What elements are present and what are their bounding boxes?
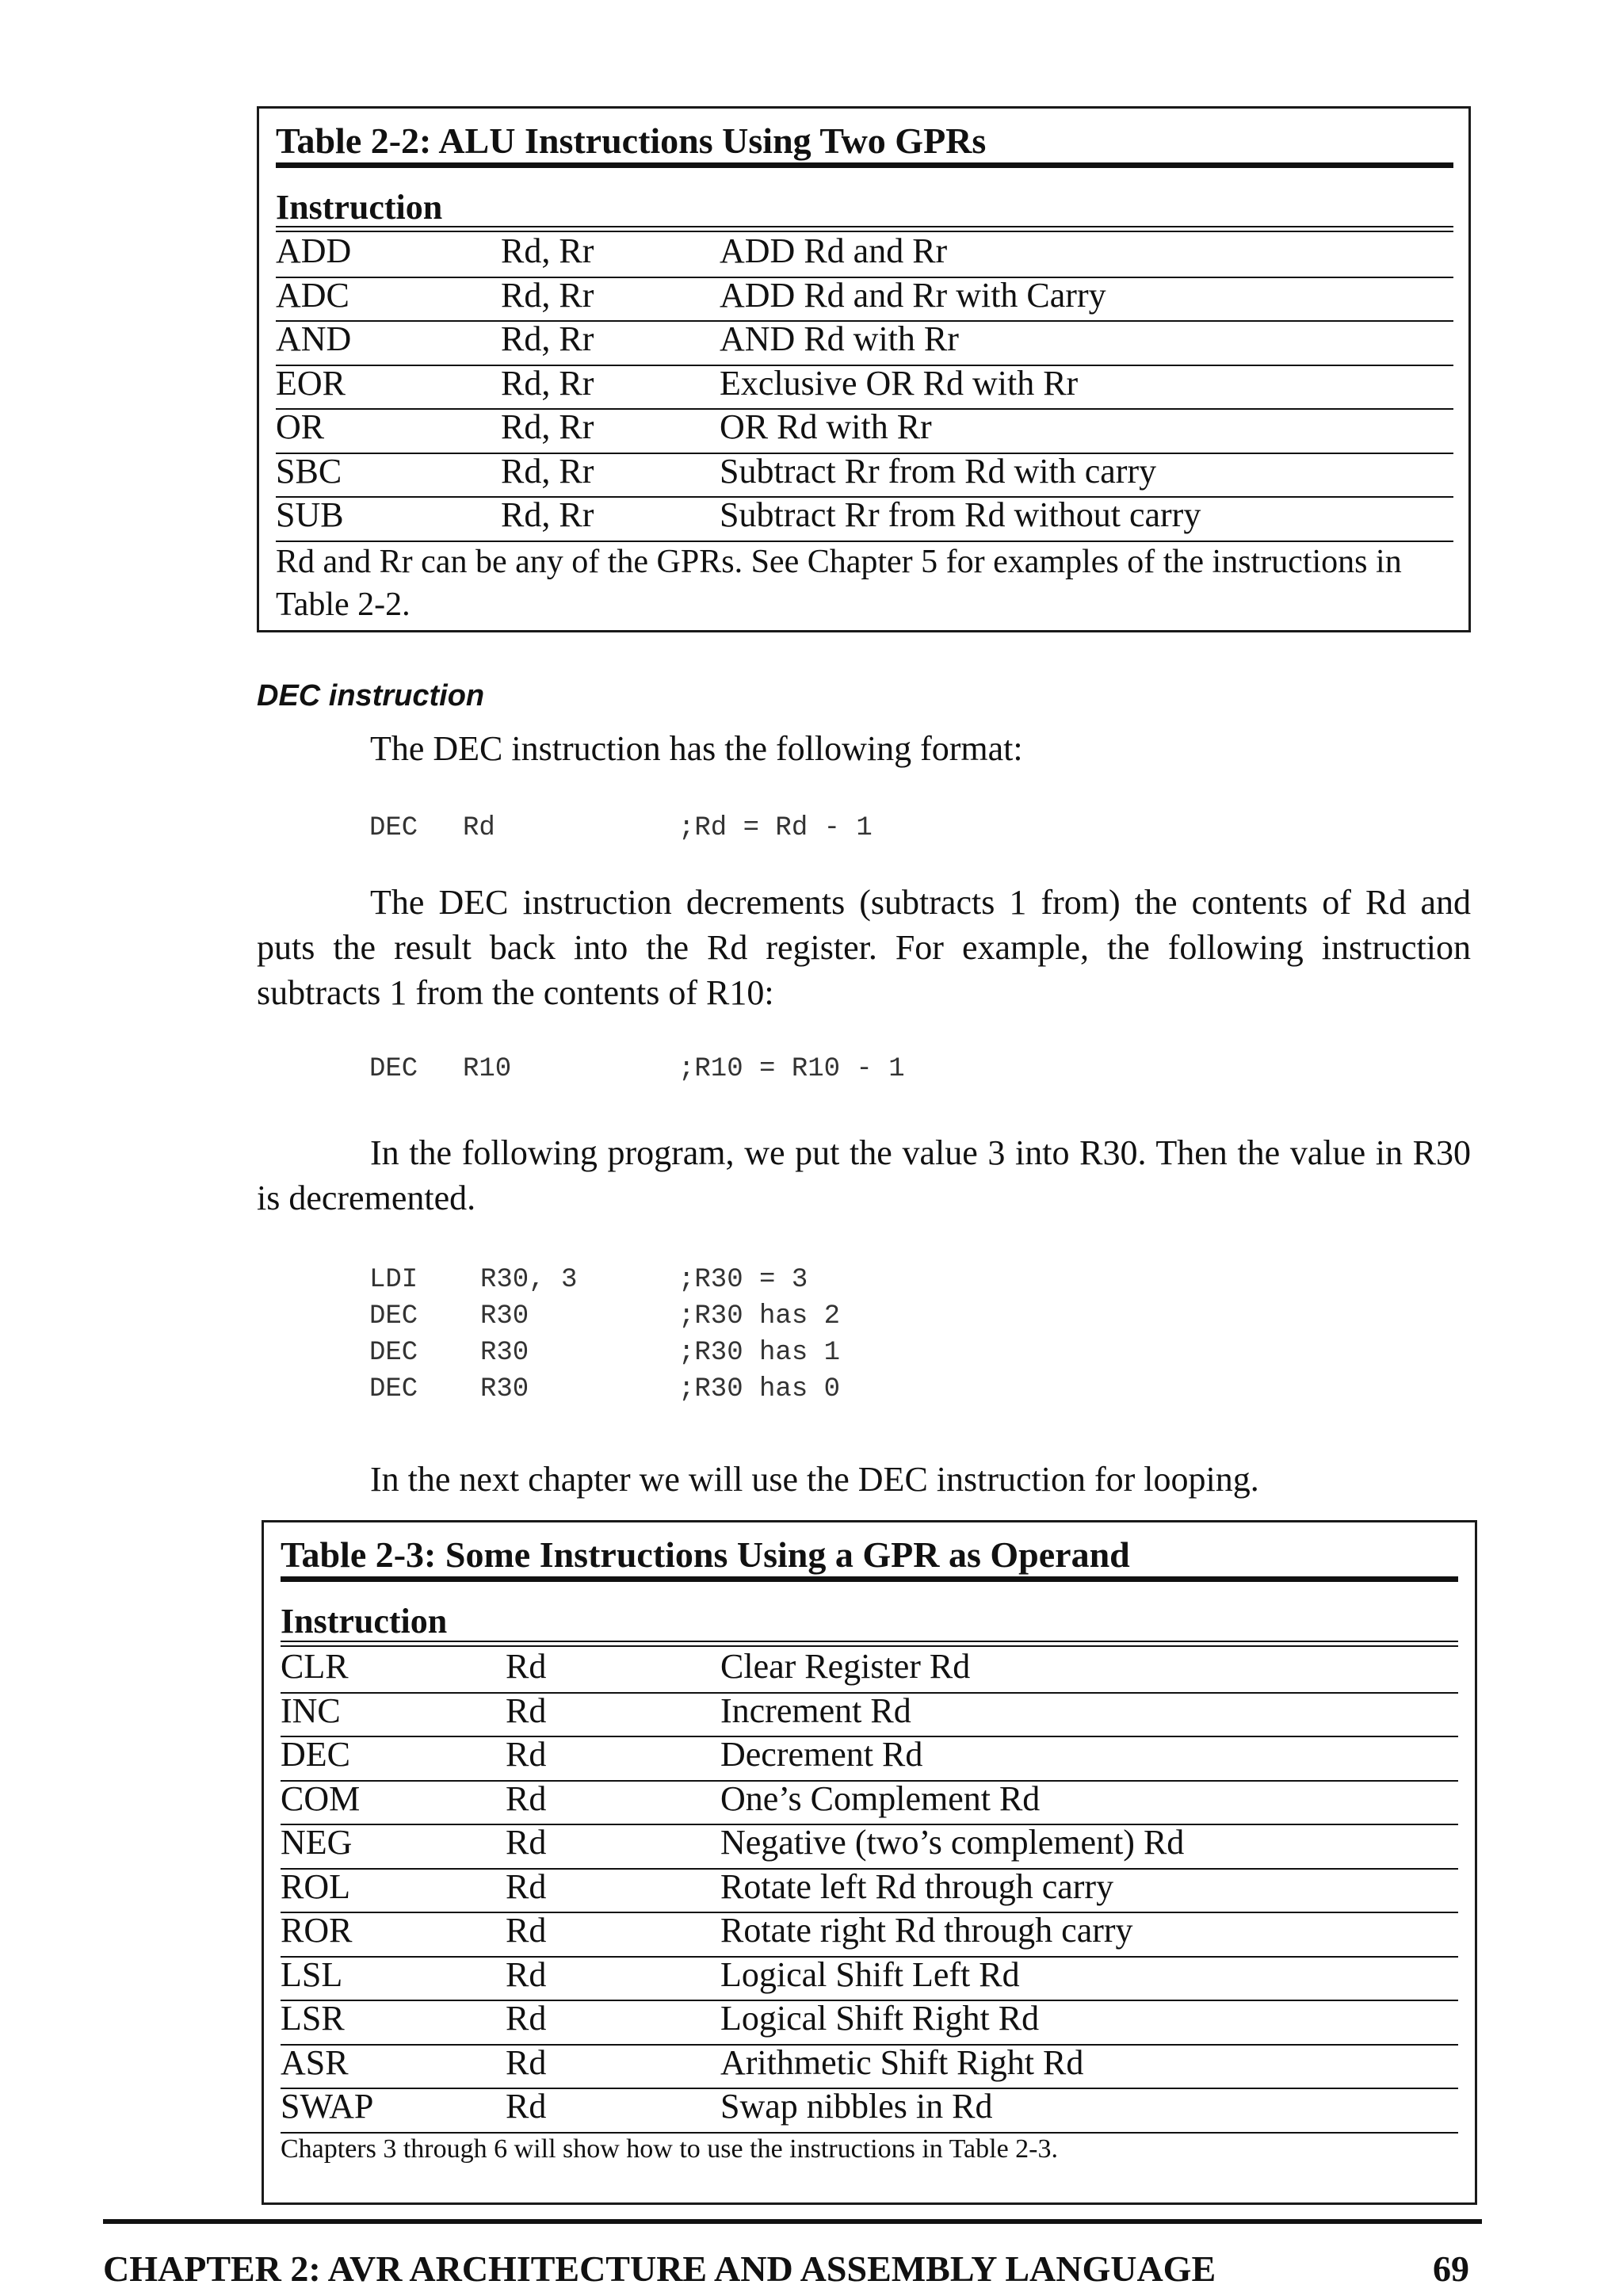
page-number: 69 bbox=[1433, 2248, 1469, 2289]
instruction-operands: Rd bbox=[506, 1823, 547, 1862]
table-2-3-title: Table 2-3: Some Instructions Using a GPR as Operand bbox=[281, 1534, 1130, 1575]
instruction-description: Decrement Rd bbox=[720, 1735, 923, 1774]
instruction-mnemonic: ADD bbox=[276, 231, 352, 270]
table-2-2-note: Rd and Rr can be any of the GPRs. See Chapter 5 for examples of the instructions in Table 2-2. bbox=[276, 544, 1402, 623]
instruction-description: Negative (two’s complement) Rd bbox=[720, 1823, 1185, 1862]
section-heading: DEC instruction bbox=[257, 679, 485, 712]
instruction-description: Rotate left Rd through carry bbox=[720, 1866, 1114, 1906]
instruction-mnemonic: EOR bbox=[276, 363, 346, 403]
code-opcode: DEC bbox=[369, 813, 418, 843]
code-operand: R30 bbox=[480, 1338, 529, 1368]
table-2-3-title-rule bbox=[281, 1576, 1458, 1582]
table-2-2-title-rule bbox=[276, 162, 1453, 168]
instruction-operands: Rd, Rr bbox=[501, 275, 594, 315]
table-row bbox=[276, 319, 1453, 366]
footer-rule bbox=[103, 2219, 1482, 2224]
instruction-description: ADD Rd and Rr with Carry bbox=[720, 275, 1106, 315]
instruction-operands: Rd bbox=[506, 1911, 547, 1950]
instruction-mnemonic: ADC bbox=[276, 275, 349, 315]
table-row bbox=[281, 1690, 1458, 1738]
code-opcode: DEC bbox=[369, 1374, 418, 1404]
code-opcode: DEC bbox=[369, 1301, 418, 1331]
instruction-description: AND Rd with Rr bbox=[720, 319, 959, 358]
table-2-3 bbox=[262, 1520, 1477, 2205]
instruction-description: Logical Shift Left Rd bbox=[720, 1954, 1020, 1994]
instruction-operands: Rd, Rr bbox=[501, 319, 594, 358]
code-opcode: DEC bbox=[369, 1338, 418, 1368]
paragraph-looping-text: In the next chapter we will use the DEC instruction for looping. bbox=[370, 1460, 1259, 1499]
table-row bbox=[276, 231, 1453, 278]
instruction-mnemonic: SBC bbox=[276, 451, 342, 491]
table-row bbox=[276, 407, 1453, 454]
instruction-mnemonic: SUB bbox=[276, 495, 344, 534]
table-row bbox=[276, 495, 1453, 542]
code-comment: ;R10 = R10 - 1 bbox=[678, 1054, 905, 1084]
code-operand: R30, 3 bbox=[480, 1265, 578, 1295]
instruction-operands: Rd, Rr bbox=[501, 407, 594, 446]
table-row bbox=[281, 2042, 1458, 2090]
code-operand: R10 bbox=[463, 1054, 512, 1084]
table-2-2 bbox=[257, 106, 1471, 632]
code-operand: R30 bbox=[480, 1301, 529, 1331]
instruction-operands: Rd bbox=[506, 1866, 547, 1906]
code-opcode: LDI bbox=[369, 1265, 418, 1295]
instruction-description: Subtract Rr from Rd without carry bbox=[720, 495, 1201, 534]
table-row bbox=[276, 363, 1453, 411]
table-row bbox=[281, 1825, 1458, 1870]
code-opcode: DEC bbox=[369, 1054, 418, 1084]
instruction-description: Subtract Rr from Rd with carry bbox=[720, 451, 1157, 491]
instruction-description: Arithmetic Shift Right Rd bbox=[720, 2042, 1084, 2082]
code-line bbox=[369, 1298, 1162, 1335]
instruction-operands: Rd bbox=[506, 1647, 547, 1686]
chapter-title: CHAPTER 2: AVR ARCHITECTURE AND ASSEMBLY LANGUAGE bbox=[103, 2248, 1216, 2289]
instruction-description: Rotate right Rd through carry bbox=[720, 1911, 1133, 1950]
instruction-description: One’s Complement Rd bbox=[720, 1778, 1041, 1818]
instruction-operands: Rd, Rr bbox=[501, 231, 594, 270]
instruction-operands: Rd bbox=[506, 1735, 547, 1774]
instruction-mnemonic: COM bbox=[281, 1778, 361, 1818]
instruction-mnemonic: ROL bbox=[281, 1866, 350, 1906]
instruction-mnemonic: SWAP bbox=[281, 2087, 374, 2126]
instruction-mnemonic: CLR bbox=[281, 1647, 349, 1686]
code-comment: ;R30 has 2 bbox=[678, 1301, 841, 1331]
table-row bbox=[276, 451, 1453, 499]
table-2-2-title: Table 2-2: ALU Instructions Using Two GPRs bbox=[276, 120, 987, 161]
instruction-operands: Rd bbox=[506, 1954, 547, 1994]
instruction-mnemonic: DEC bbox=[281, 1735, 350, 1774]
instruction-operands: Rd bbox=[506, 1690, 547, 1730]
paragraph-explanation bbox=[257, 880, 1471, 1015]
table-row bbox=[281, 1954, 1458, 2002]
table-row bbox=[281, 1737, 1458, 1782]
code-line bbox=[369, 1051, 1162, 1087]
table-row bbox=[276, 275, 1453, 323]
instruction-mnemonic: LSL bbox=[281, 1954, 343, 1994]
table-2-3-header: Instruction bbox=[281, 1602, 448, 1641]
code-line bbox=[369, 1262, 1162, 1298]
instruction-mnemonic: ROR bbox=[281, 1911, 353, 1950]
paragraph-explanation-text: The DEC instruction decrements (subtracts 1 from) the contents of Rd and puts the result back into the Rd register. For example, the following instruction subtracts 1 from the contents of R10: bbox=[257, 883, 1471, 1012]
table-row bbox=[281, 1866, 1458, 1914]
paragraph-looping bbox=[257, 1457, 1471, 1502]
instruction-operands: Rd bbox=[506, 2042, 547, 2082]
paragraph-program-text: In the following program, we put the value 3 into R30. Then the value in R30 is decremented. bbox=[257, 1133, 1471, 1217]
table-row bbox=[281, 1778, 1458, 1826]
instruction-mnemonic: INC bbox=[281, 1690, 341, 1730]
instruction-operands: Rd, Rr bbox=[501, 495, 594, 534]
instruction-mnemonic: NEG bbox=[281, 1823, 353, 1862]
table-row bbox=[281, 2089, 1458, 2134]
table-2-3-note: Chapters 3 through 6 will show how to use the instructions in Table 2-3. bbox=[281, 2134, 1059, 2164]
instruction-mnemonic: LSR bbox=[281, 1999, 345, 2038]
instruction-description: ADD Rd and Rr bbox=[720, 231, 948, 270]
code-block-format bbox=[369, 810, 1162, 846]
code-comment: ;Rd = Rd - 1 bbox=[678, 813, 873, 843]
code-operand: Rd bbox=[463, 813, 495, 843]
code-line bbox=[369, 810, 1162, 846]
table-row bbox=[281, 1649, 1458, 1694]
instruction-description: OR Rd with Rr bbox=[720, 407, 932, 446]
instruction-operands: Rd, Rr bbox=[501, 451, 594, 491]
paragraph-program bbox=[257, 1130, 1471, 1221]
instruction-operands: Rd bbox=[506, 2087, 547, 2126]
paragraph-format-text: The DEC instruction has the following format: bbox=[370, 729, 1023, 768]
instruction-operands: Rd, Rr bbox=[501, 363, 594, 403]
table-2-2-header: Instruction bbox=[276, 188, 443, 227]
instruction-mnemonic: ASR bbox=[281, 2042, 349, 2082]
instruction-operands: Rd bbox=[506, 1778, 547, 1818]
instruction-mnemonic: OR bbox=[276, 407, 325, 446]
table-row bbox=[281, 2001, 1458, 2046]
paragraph-format bbox=[257, 726, 1471, 771]
instruction-description: Increment Rd bbox=[720, 1690, 911, 1730]
code-block-example bbox=[369, 1051, 1162, 1087]
code-operand: R30 bbox=[480, 1374, 529, 1404]
table-row bbox=[281, 1913, 1458, 1958]
instruction-mnemonic: AND bbox=[276, 319, 352, 358]
code-comment: ;R30 = 3 bbox=[678, 1265, 808, 1295]
instruction-operands: Rd bbox=[506, 1999, 547, 2038]
instruction-description: Logical Shift Right Rd bbox=[720, 1999, 1040, 2038]
instruction-description: Swap nibbles in Rd bbox=[720, 2087, 993, 2126]
code-line bbox=[369, 1335, 1162, 1371]
code-comment: ;R30 has 1 bbox=[678, 1338, 841, 1368]
code-line bbox=[369, 1371, 1162, 1408]
instruction-description: Exclusive OR Rd with Rr bbox=[720, 363, 1079, 403]
instruction-description: Clear Register Rd bbox=[720, 1647, 971, 1686]
code-comment: ;R30 has 0 bbox=[678, 1374, 841, 1404]
code-block-program bbox=[369, 1262, 1162, 1412]
